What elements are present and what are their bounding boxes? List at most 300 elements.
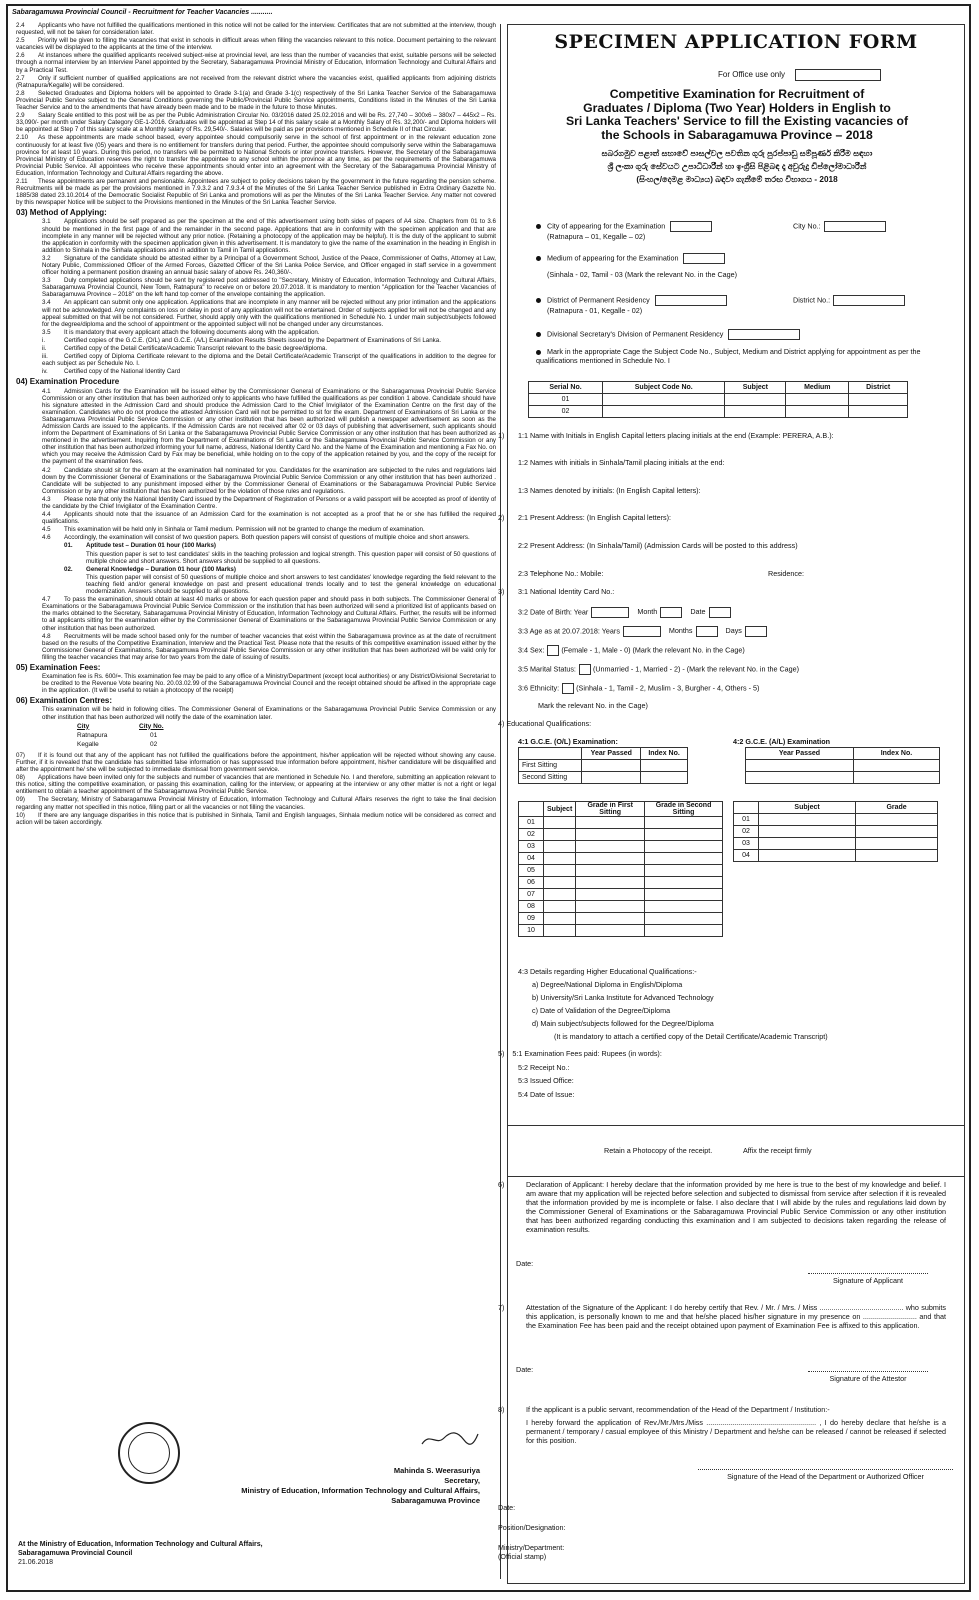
paragraph-text: Candidate should sit for the exam at the examination hall nominated for you. Candidates for the examination are subjected to the rules and regulations laid down by the Commissioner General of Examinations or the Sabaragamuwa Provincial Public Service Commission or any other institution that has been authorized . Candidate will be subjected to any punishment imposed either by the Commissioner General of Examinations or the Sabaragamuwa Provincial Public Service Commission or by any other institution that has been authorized for the violation of those rules and regulations. <box>42 466 496 495</box>
paragraph-number: 4.7 <box>42 596 51 604</box>
input-cell[interactable] <box>725 394 786 406</box>
table-header: Subject <box>544 802 576 817</box>
input-cell[interactable] <box>582 760 641 772</box>
city-no-label: City No.: <box>793 221 821 231</box>
table-row <box>519 817 723 829</box>
form-title: SPECIMEN APPLICATION FORM <box>554 31 918 53</box>
paragraph-number: 4.8 <box>42 632 51 640</box>
mark-instruction <box>536 347 946 365</box>
notice-paragraph <box>16 496 496 510</box>
district-options: (Ratnapura - 01, Kegalle - 02) <box>547 306 643 315</box>
district-label: District of Permanent Residency <box>547 295 650 305</box>
section-5-title: 05) Examination Fees: <box>16 662 101 672</box>
q4-label: 4) Educational Qualifications: <box>498 719 592 728</box>
section-4-title: 04) Examination Procedure <box>16 377 120 387</box>
dob-year-input[interactable] <box>591 607 629 618</box>
notice-paragraph <box>16 534 496 541</box>
input-cell[interactable] <box>544 913 576 925</box>
paragraph-text: Please note that only the National Identity Card issued by the Department of Registration of Persons or a valid passport will be accepted as proof of identity of the candidate by the Chief Invigilator of the Examination Centre. <box>42 495 496 510</box>
sections-7-10 <box>16 752 496 826</box>
city-number: 02 <box>150 740 158 748</box>
paragraph-number: 10) <box>16 811 25 819</box>
q-number: 7) <box>498 1303 505 1312</box>
input-cell[interactable] <box>645 925 723 937</box>
paragraph-number: 4.5 <box>42 526 51 534</box>
notice-paragraph <box>16 299 496 327</box>
paragraph-text: Applicants who have not fulfilled the qualifications mentioned in this notice will not be called for the interview. Certificates that are not submitted at the interview, though requested, will not be taken for consideration later. <box>16 22 496 37</box>
section-4-papers <box>16 542 496 595</box>
table-row <box>734 838 938 850</box>
sex-label: 3:4 Sex: <box>518 645 545 655</box>
subtitle-line: Graduates / Diploma (Two Year) Holders in English to <box>583 100 891 115</box>
applicant-signature[interactable]: Signature of Applicant <box>808 1273 928 1285</box>
notice-paragraph <box>16 255 496 276</box>
q-number: 8) <box>498 1405 505 1414</box>
column-divider <box>500 24 501 1579</box>
subject-table <box>528 381 908 418</box>
paper-title <box>16 542 496 549</box>
notice-paragraph <box>16 22 496 36</box>
bullet-icon <box>536 224 541 229</box>
attestation <box>498 1303 948 1330</box>
table-header: Medium <box>786 382 849 394</box>
table-header: District <box>849 382 908 394</box>
date-label: Date: <box>516 1365 534 1374</box>
receipt-note: Retain a Photocopy of the receipt. <box>604 1146 713 1155</box>
paragraph-text: Priority will be given to filling the vacancies that exist in schools in difficult areas when filling the vacancies relevant to this notice. Document pertaining to the relevant vacancies will be displayed to the applicants at the time of the interview. <box>16 37 496 52</box>
input-cell[interactable] <box>603 394 725 406</box>
input-cell[interactable] <box>645 841 723 853</box>
table-row <box>519 841 723 853</box>
input-cell[interactable] <box>544 865 576 877</box>
table-row <box>519 889 723 901</box>
paragraph-number: 4.4 <box>42 511 51 519</box>
head-signature[interactable]: Signature of the Head of the Department or Authorized Officer <box>698 1469 953 1481</box>
paragraph-number: 2.8 <box>16 89 25 97</box>
paper-text: This question paper is set to test candidates' skills in the teaching profession and logical strength. This question paper will consist of 50 questions of multiple choice and short answers. Short answers should be supplied to all questions. <box>86 550 496 565</box>
ol-grades-body <box>519 817 723 937</box>
ol-grades-table <box>518 801 723 937</box>
dob-month-input[interactable] <box>660 607 682 618</box>
paragraph-number: 3.4 <box>42 299 51 307</box>
notice-paragraph <box>16 596 496 631</box>
q43c-label: c) Date of Validation of the Degree/Diploma <box>532 1006 671 1015</box>
sex-input[interactable] <box>547 645 559 656</box>
input-cell[interactable] <box>856 814 938 826</box>
paragraph-text: It is mandatory that every applicant attach the following documents along with the application. <box>64 328 320 336</box>
row-label: Second Sitting <box>519 772 582 784</box>
footer-line: At the Ministry of Education, Information Technology and Cultural Affairs, <box>18 1541 263 1548</box>
input-cell[interactable] <box>641 760 688 772</box>
input-cell[interactable] <box>645 913 723 925</box>
input-cell[interactable] <box>544 925 576 937</box>
row-label: First Sitting <box>519 760 582 772</box>
section-3-items <box>16 218 496 336</box>
paragraph-number: 09) <box>16 796 25 804</box>
input-cell[interactable] <box>746 760 854 772</box>
input-cell[interactable] <box>856 850 938 862</box>
ol-label: 4:1 G.C.E. (O/L) Examination: <box>518 737 618 746</box>
paragraph-number: 3.5 <box>42 328 51 336</box>
input-cell[interactable] <box>746 772 854 784</box>
paragraph-number: 2.5 <box>16 37 25 45</box>
notice-paragraph <box>16 178 496 206</box>
notice-paragraph <box>16 633 496 661</box>
paragraph-text: Selected Graduates and Diploma holders will be appointed to Grade 3-1(a) and Grade 3-1(c) respectively of the Sri Lanka Teacher Service of the Sabaragamuwa Provincial Public Service subject to the General Conditions governing the Public/Provincial Public Service appointments, Conditions listed in the Minutes of the Sri Lanka Teacher Service and to the amendments that have already been made and to be made in the future to those Minutes. <box>16 89 496 112</box>
district-no-label: District No.: <box>793 295 831 305</box>
paragraph-text: At instances where the qualified applicants received subject-wise at provincial level, are less than the number of vacancies that exist, suitable persons will be selected through a normal interview by an Interview Panel appointed by the Secretary, Sabaragamuwa Provincial Ministry of Education, Information Technology and Cultural Affairs and by a Practical Test. <box>16 52 496 74</box>
footer <box>18 1540 263 1567</box>
bullet-icon <box>536 298 541 303</box>
input-cell[interactable] <box>645 901 723 913</box>
table-header: Subject <box>725 382 786 394</box>
section-4-items-2 <box>16 596 496 661</box>
paragraph-number: 3.2 <box>42 254 51 262</box>
stamp-label: (Official stamp) <box>498 1552 547 1561</box>
serial-cell: 05 <box>519 865 544 877</box>
signoff <box>180 1466 480 1506</box>
input-cell[interactable] <box>544 901 576 913</box>
mark-text: Mark in the appropriate Cage the Subject Code No., Subject, Medium and District applying for appointment as per the qualifications mentioned in Schedule No. I <box>536 347 921 365</box>
section-6-text: This examination will be held in following cities. The Commissioner General of Examinations or the Sabaragamuwa Provincial Public Service Commission or any other institution that has been authorized will notify the date of the examination later. <box>42 706 496 721</box>
notice-paragraph <box>16 812 496 826</box>
paragraph-text: The Secretary, Ministry of Sabaragamuwa Provincial Ministry of Education, Information Technology and Cultural Affairs reserves the right to take the final decision regarding any matter not specified in this notice, filling part or all the vacancies or not filling the vacancies. <box>16 796 496 811</box>
section-2-items <box>16 22 496 206</box>
serial-cell: 01 <box>529 394 603 406</box>
district-input[interactable] <box>655 295 727 306</box>
notice-paragraph <box>16 388 496 466</box>
input-cell[interactable] <box>645 853 723 865</box>
age-days-input[interactable] <box>745 626 767 637</box>
medium-input[interactable] <box>683 253 725 264</box>
sex-options: (Female - 1, Male - 0) (Mark the relevant No. in the Cage) <box>561 645 745 655</box>
age-months-input[interactable] <box>696 626 718 637</box>
input-cell[interactable] <box>641 772 688 784</box>
ds-input[interactable] <box>728 329 800 340</box>
input-cell[interactable] <box>786 406 849 418</box>
dob-date-input[interactable] <box>709 607 731 618</box>
office-use <box>718 69 881 81</box>
paragraph-text: Duly completed applications should be sent by registered post addressed to "Secretary, Ministry of Education, Information Technology and Cultural Affairs, Sabaragamuwa Provincial Council, New Town, Ratnapura" to receive on or before 20.07.2018. It is mandatory to mention "Application for the Teacher Vacancies of Sabaragamuwa Province – 2018" on the left hand top corner of the envelope containing the application. <box>42 277 496 299</box>
marital-options: (Unmarried - 1, Married - 2) - (Mark the relevant No. in the Cage) <box>592 664 800 674</box>
paper-number: 02. <box>64 565 73 573</box>
dob-label: 3:2 Date of Birth: Year <box>518 607 589 617</box>
footer-line: Sabaragamuwa Provincial Council <box>18 1550 133 1557</box>
input-cell[interactable] <box>544 877 576 889</box>
notice-paragraph <box>16 218 496 253</box>
input-cell[interactable] <box>645 889 723 901</box>
office-use-box[interactable] <box>795 69 881 81</box>
bullet-icon <box>536 350 541 355</box>
paragraph-number: 2.10 <box>16 134 29 142</box>
application-form <box>498 24 965 1584</box>
marital-field <box>518 664 799 675</box>
input-cell[interactable] <box>544 829 576 841</box>
paragraph-text: Salary Scale entitled to this post will be as per the Public Administration Circular No. 03/2016 dated 25.02.2016 and will be Rs. 27,740 – 300x6 – 380x7 – 445x2 – Rs. 33,090/- per month under Salary Category GE-1-2016. Graduates will be appointed at Step 14 of this salary scale at a Monthly Salary of Rs. 32,200/- and Diploma holders will be appointed at Step 7 of this salary scale at a Monthly salary of Rs. 29,540/-. Salaries will be paid as per provisions mentioned in Schedule II of that Circular. <box>16 112 496 134</box>
signoff-line: Sabaragamuwa Province <box>391 1496 480 1505</box>
input-cell[interactable] <box>759 838 856 850</box>
input-cell[interactable] <box>544 853 576 865</box>
paragraph-number: 3.1 <box>42 218 51 226</box>
input-cell[interactable] <box>576 925 645 937</box>
input-cell[interactable] <box>576 817 645 829</box>
recommendation <box>498 1405 948 1445</box>
paragraph-number: iii. <box>42 353 48 361</box>
city-no-input[interactable] <box>824 221 886 232</box>
input-cell[interactable] <box>576 889 645 901</box>
recommendation-title: If the applicant is a public servant, recommendation of the Head of the Department / Institution:- <box>526 1405 830 1414</box>
table-header: Index No. <box>641 748 688 760</box>
table-row <box>529 394 908 406</box>
age-months-label: Months <box>668 626 693 636</box>
table-header: Grade in Second Sitting <box>645 802 723 817</box>
serial-cell: 01 <box>519 817 544 829</box>
q23-label: 2:3 Telephone No.: Mobile: <box>518 569 604 578</box>
city-input[interactable] <box>670 221 712 232</box>
input-cell[interactable] <box>576 901 645 913</box>
ds-label: Divisional Secretary's Division of Permanent Residency <box>547 329 724 339</box>
q52-label: 5:2 Receipt No.: <box>518 1062 570 1072</box>
notice-column <box>16 22 496 827</box>
district-no-field <box>793 295 905 306</box>
table-header <box>519 748 582 760</box>
marital-input[interactable] <box>579 664 591 675</box>
q43b-label: b) University/Sri Lanka Institute for Advanced Technology <box>532 993 714 1002</box>
date-label: Date: <box>498 1503 516 1512</box>
table-header: Year Passed <box>746 748 854 760</box>
notice-paragraph <box>42 337 496 344</box>
city-table <box>76 722 165 749</box>
declaration-text: Declaration of Applicant: I hereby declare that the information provided by me here is true to the best of my knowledge and belief. I am aware that my application will be rejected before selection and subjected to dismissal from service after selection if it is revealed that the information provided by me is incomplete or false. I also declare that I will abide by the rules and regulations laid down by the Commissioner General of Examinations or the Sabaragamuwa Provincial Public Service Commission or any other institution that has been authorized regarding conducting this examination and I am subjected to decisions taken regarding the release of examination results. <box>526 1180 946 1234</box>
input-cell[interactable] <box>576 829 645 841</box>
input-cell[interactable] <box>576 841 645 853</box>
al-grades-table <box>733 801 938 862</box>
age-years-input[interactable] <box>623 626 661 637</box>
input-cell[interactable] <box>759 826 856 838</box>
sinhala-title <box>508 147 966 186</box>
input-cell[interactable] <box>544 841 576 853</box>
q11-label: 1:1 Name with Initials in English Capital letters placing initials at the end (Example: PERERA, A.B.): <box>518 431 834 440</box>
input-cell[interactable] <box>544 889 576 901</box>
q21-label: 2:1 Present Address: (In English Capital letters): <box>518 513 672 522</box>
city-col: City <box>77 722 90 730</box>
ethnicity-note: Mark the relevant No. in the Cage) <box>538 701 648 710</box>
q43-label: 4:3 Details regarding Higher Educational Qualifications:- <box>518 967 697 976</box>
ethnicity-field <box>518 683 759 694</box>
paper-number: 01. <box>64 542 73 550</box>
notice-paragraph <box>16 511 496 525</box>
table-row <box>519 913 723 925</box>
higher-education <box>518 965 958 1043</box>
q23b-label: Residence: <box>768 569 804 578</box>
ds-field <box>536 329 800 340</box>
notice-paragraph <box>16 796 496 810</box>
serial-cell: 02 <box>529 406 603 418</box>
declaration <box>498 1180 948 1234</box>
recommendation-text: I hereby forward the application of Rev./Mr./Mrs./Miss ....................................................... , I do hereby declare that he/she is a permanent / temporary / casual employee of this Ministry / Department and he/she can be released / cannot be released if selected for this position. <box>526 1418 946 1445</box>
paragraph-text: Recruitments will be made school based only for the number of teacher vacancies that exist within the Sabaragamuwa province as at the date of recruitment based on the results of the Competitive Examination, Interview and the Practical Test. Please note that the results of this competitive examination issued either by the Commissioner General of Examinations, Sabaragamuwa Provincial Public Service Commission or any other institution that has been authorized will be valid only for filling the teacher vacancies that may arise for two years from the date of issuing of results. <box>42 632 496 661</box>
q51-label: 5:1 Examination Fees paid: Rupees (in words): <box>512 1049 662 1058</box>
input-cell[interactable] <box>544 817 576 829</box>
ethnicity-input[interactable] <box>562 683 574 694</box>
table-header-row <box>734 802 938 814</box>
date-label: Date: <box>516 1259 534 1268</box>
dob-month-label: Month <box>637 607 658 617</box>
medium-label: Medium of appearing for the Examination <box>547 253 679 263</box>
position-label: Position/Designation: <box>498 1523 566 1532</box>
q-number: 6) <box>498 1180 505 1189</box>
dob-date-label: Date <box>690 607 706 617</box>
paragraph-text: To pass the examination, should obtain at least 40 marks or above for each question paper and should pass in both subjects. The Commissioner General of Examinations or the Sabaragamuwa Provincial Public Service Commission or the institution that has been authorized will send a prioritized list of applicants based on the marks obtained to the Secretary, Sabaragamuwa Provincial Ministry of Education, Information Technology and Cultural Affairs. Further, the results will be informed to all applicants sitting for the examination either by the Commissioner General of Examinations or the Sabaragamuwa Provincial Public Service Commission or any other institution that has been authorized. <box>42 596 496 632</box>
official-seal-icon <box>118 1422 180 1484</box>
district-no-input[interactable] <box>833 295 905 306</box>
serial-cell: 04 <box>734 850 759 862</box>
notice-paragraph <box>42 345 496 352</box>
paragraph-text: These appointments are permanent and pensionable. Appointees are subject to policy decisions taken by the government in the future regarding the pension scheme. Recruitments will be made as per the provisions mentioned in 7.9.3.2 and 7.9.3.4 of the Minutes of the Sri Lanka Teacher Service published in Extra Ordinary Gazette No. 1885/38 dated 23.10.2014 of the Democratic Socialist Republic of Sri Lanka and promotions will as per the Minutes of the Sri Lanka Teacher Service. Any matter not covered by this newspaper Notice will be subject to the Provisions mentioned in the Minutes of the Sri Lanka Teacher Service. <box>16 177 496 207</box>
table-row <box>734 826 938 838</box>
serial-cell: 09 <box>519 913 544 925</box>
paragraph-number: 2.6 <box>16 52 25 60</box>
paragraph-number: 4.3 <box>42 495 51 503</box>
table-header-row <box>519 802 723 817</box>
paragraph-number: 2.11 <box>16 177 28 185</box>
age-field <box>518 626 767 637</box>
paragraph-text: Certified copy of the National Identity Card <box>64 368 181 376</box>
input-cell[interactable] <box>603 406 725 418</box>
sinhala-line: (සිංහල/දෙමළ මාධ්‍යය) බඳවා ගැනීමේ තරඟ විභාගය - 2018 <box>636 175 838 184</box>
paragraph-number: 3.3 <box>42 277 51 285</box>
marital-label: 3:5 Marital Status: <box>518 664 576 674</box>
table-header: Grade <box>856 802 938 814</box>
notice-paragraph <box>16 112 496 133</box>
signoff-line: Ministry of Education, Information Technology and Cultural Affairs, <box>241 1486 480 1495</box>
input-cell[interactable] <box>759 814 856 826</box>
input-cell[interactable] <box>853 760 939 772</box>
notice-paragraph <box>16 90 496 111</box>
city-no-col: City No. <box>139 722 164 730</box>
q43e-note: (It is mandatory to attach a certified copy of the Detail Certificate/Academic Transcript) <box>554 1032 828 1041</box>
table-row <box>519 901 723 913</box>
input-cell[interactable] <box>645 865 723 877</box>
paragraph-number: 07) <box>16 751 25 759</box>
input-cell[interactable] <box>645 817 723 829</box>
input-cell[interactable] <box>786 394 849 406</box>
receipt-area <box>508 1125 964 1177</box>
q-number: 2) <box>498 513 505 522</box>
section-3-documents <box>16 337 496 375</box>
paragraph-text: If it is found out that any of the applicant has not fulfilled the qualifications before the appointment, his/her application will be rejected without showing any cause. Further, if it is revealed that the candidate has submitted false information or has suppressed true information before appointment, his/her candidature will be disqualified and after the appointment he/ she will be subjected to immediate dismissal from government service. <box>16 751 496 774</box>
input-cell[interactable] <box>849 406 908 418</box>
input-cell[interactable] <box>582 772 641 784</box>
input-cell[interactable] <box>856 838 938 850</box>
ministry-label: Ministry/Department: <box>498 1543 565 1552</box>
q-number: 1) <box>498 431 505 440</box>
age-label: 3:3 Age as at 20.07.2018: Years <box>518 626 620 636</box>
notice-paragraph <box>16 75 496 89</box>
q-number: 5) <box>498 1049 505 1058</box>
notice-paragraph <box>16 37 496 51</box>
age-days-label: Days <box>725 626 742 636</box>
ol-table <box>518 747 688 784</box>
fees-section <box>498 1047 662 1101</box>
serial-cell: 07 <box>519 889 544 901</box>
q12-label: 1:2 Names with initials in Sinhala/Tamil placing initials at the end: <box>518 458 725 467</box>
q53-label: 5:3 Issued Office: <box>518 1076 574 1085</box>
serial-cell: 02 <box>734 826 759 838</box>
paragraph-text: Accordingly, the examination will consist of two question papers. Both question papers will consist of questions of multiple choice and short answers. <box>64 534 470 542</box>
paragraph-number: 4.1 <box>42 387 51 395</box>
paragraph-number: 2.4 <box>16 22 25 29</box>
notice-paragraph <box>42 353 496 367</box>
input-cell[interactable] <box>759 850 856 862</box>
subject-table-header <box>529 382 908 394</box>
medium-options: (Sinhala - 02, Tamil - 03 (Mark the relevant No. in the Cage) <box>547 270 738 279</box>
paragraph-number: 4.6 <box>42 534 51 542</box>
input-cell[interactable] <box>576 865 645 877</box>
section-5-text: Examination fee is Rs. 600/=. This examination fee may be paid to any office of a Ministry/Department (except local authorities) or any District/Divisional Secretariat to be credited to the Revenue Vote bearing No. 20.03.02.99 of the Sabaragamuwa Provincial Council and the receipt obtained should be affixed in the appropriate cage in the application. (It will be useful to retain a photocopy of the receipt) <box>42 673 496 695</box>
q-number: 3) <box>498 587 505 596</box>
paragraph-number: iv. <box>42 368 48 376</box>
table-row <box>529 406 908 418</box>
table-row <box>519 829 723 841</box>
section-3-title: 03) Method of Applying: <box>16 208 107 218</box>
bullet-icon <box>536 256 541 261</box>
paragraph-number: ii. <box>42 345 47 353</box>
q54-label: 5:4 Date of Issue: <box>518 1089 575 1099</box>
notice-paragraph <box>16 752 496 773</box>
input-cell[interactable] <box>576 853 645 865</box>
paper-title <box>16 566 496 573</box>
input-cell[interactable] <box>725 406 786 418</box>
input-cell[interactable] <box>576 877 645 889</box>
input-cell[interactable] <box>856 826 938 838</box>
paragraph-text: Admission Cards for the Examination will be issued either by the Commissioner General of Examinations or the Sabaragamuwa Provincial Public Service Commission or any other institution that has been authorized only to applicants who have fulfilled the qualifications as per condition 1 above. Candidate should have his signature attested in the Admission Card and should produce the Admission Card to the Chief Invigilator of the Examination Centre on the first day of the examination. Candidates who do not produce the attested Admission Card will not be permitted to sit for the exam. Department of Examinations of Sri Lanka or the Sabaragamuwa Provincial Public Service Commission or any other institution that has been authorized will publish a newspaper advertisement as soon as the Admission Cards are issued to the applicants. If the Admission Cards are not received after 02 or 03 days of publishing that advertisement, such applicants should inform the Department of Examinations of Sri Lanka or the Sabaragamuwa Provincial Public Service Commission or any other institution that has been authorized as mentioned in the advertisement. Inquiring from the Department of Examinations of Sri Lanka or the Sabaragamuwa Provincial Public Service Commission or any other institution that has been authorized informing your full name, address, National Identity Card No. and the Name of the Examination and mentioning a Fax No. on which you may receive the Admission Card by Fax may be beneficial, while holding on to the copy of the application retained by you, and the copy of the receipt for the payment of the examination fees. <box>42 387 497 466</box>
paragraph-number: 2.9 <box>16 112 25 120</box>
page-header: Sabaragamuwa Provincial Council - Recruitment for Teacher Vacancies ........... <box>12 9 273 16</box>
table-header: Subject <box>759 802 856 814</box>
paragraph-number: i. <box>42 336 46 344</box>
paragraph-number: 2.7 <box>16 74 25 82</box>
al-table <box>745 747 940 784</box>
paragraph-text: Signature of the candidate should be attested either by a Principal of a Government School, Justice of the Peace, Commissioner of Oaths, Attorney at Law, Notary Public, Commissioned Officer of the Armed Forces, Gazetted Officer of the Sri Lanka Police Service, and Officer engaged in staff service in a government officer holding a permanent position drawing an annual basic salary of above Rs. 240,360/-. <box>42 254 496 277</box>
serial-cell: 03 <box>519 841 544 853</box>
input-cell[interactable] <box>849 394 908 406</box>
receipt-affix[interactable]: Affix the receipt firmly <box>743 1146 812 1155</box>
sinhala-line: ශ්‍රී ලංකා ගුරු සේවයට උපාධිධාරීන් හා ඉංග්‍රීසි පිළිබඳ දෑ අවුරුදු ඩිප්ලෝමාධාරීන් <box>607 162 867 171</box>
input-cell[interactable] <box>576 913 645 925</box>
serial-cell: 01 <box>734 814 759 826</box>
city-name: Ratnapura <box>77 731 108 739</box>
sinhala-line: සබරගමුව පළාත් සභාවේ පාසල්වල පවතින ගුරු පුරප්පාඩු සම්පූර්ණ කිරීම සඳහා <box>601 149 873 158</box>
q43d-label: d) Main subject/subjects followed for the Degree/Diploma <box>532 1019 714 1028</box>
attestor-signature[interactable]: Signature of the Attestor <box>808 1371 928 1383</box>
subtitle-line: the Schools in Sabaragamuwa Province – 2018 <box>601 127 873 142</box>
medium-field <box>536 253 737 279</box>
input-cell[interactable] <box>645 829 723 841</box>
dob-field <box>518 607 731 618</box>
ethnicity-options: (Sinhala - 1, Tamil - 2, Muslim - 3, Burgher - 4, Others - 5) <box>576 683 760 693</box>
serial-cell: 10 <box>519 925 544 937</box>
paragraph-text: Certified copy of Diploma Certificate relevant to the diploma and the Detail Certificate/Academic Transcript of the qualifications in addition to the degree for each subject as per Schedule No. I. <box>42 353 496 368</box>
serial-cell: 04 <box>519 853 544 865</box>
q13-label: 1:3 Names denoted by initials: (In English Capital letters): <box>518 486 701 495</box>
paragraph-text: As these appointments are made school based, every appointee should compulsorily serve in the school of first appointment or in the relevant education zone continuously for at least five (05) years and there is no entitlement for transfers during that period. Further, the appointee should compulsorily serve within the Sabaragamuwa province for at least 10 years. During this period, no transfers will be permitted to National Schools or inter province transfers. However, the Secretary of the Sabaragamuwa Provincial Ministry of Education reserves the right to transfer the appointee to any school within the province at any time, as per the requirements of the Sabaragamuwa Provincial Public Service. All appointees who receive these appointments should enter into an agreement with the Secretary of the Sabaragamuwa Provincial Ministry of Education, Information Technology and Cultural Affairs regarding the above. <box>16 134 496 177</box>
input-cell[interactable] <box>853 772 939 784</box>
ministry-block <box>498 1543 564 1561</box>
office-use-label: For Office use only <box>718 70 785 80</box>
paper-heading: Aptitude test – Duration 01 hour (100 Marks) <box>86 542 216 550</box>
input-cell[interactable] <box>645 877 723 889</box>
